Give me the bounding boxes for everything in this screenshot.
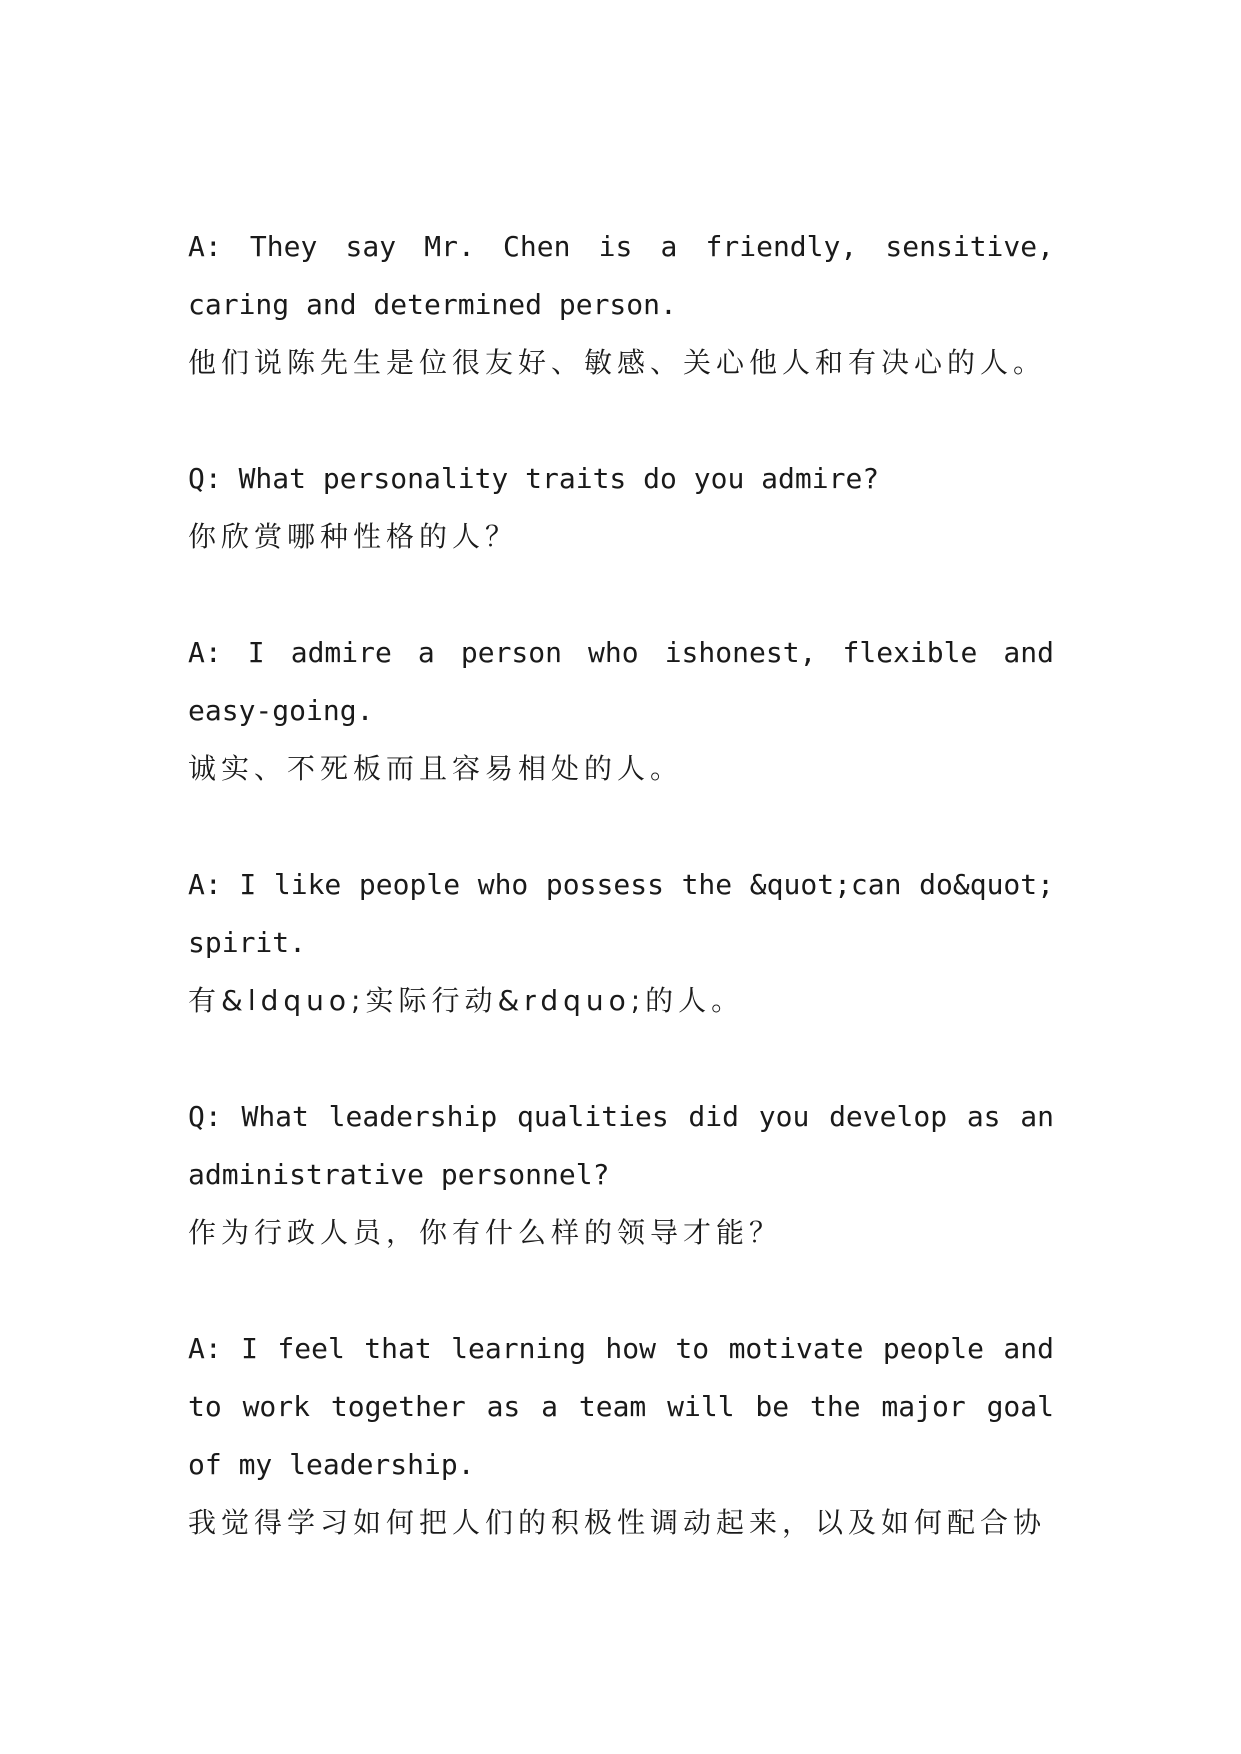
qa-block — [188, 856, 1054, 1030]
english-text: A: They say Mr. Chen is a friendly, sensitive, caring and determined person. — [188, 230, 1054, 321]
english-text: Q: What personality traits do you admire? — [188, 462, 880, 495]
qa-block — [188, 624, 1054, 798]
chinese-translation: 诚实、不死板而且容易相处的人。 — [188, 752, 684, 785]
qa-block — [188, 1320, 1054, 1552]
chinese-translation: 他们说陈先生是位很友好、敏感、关心他人和有决心的人。 — [188, 346, 1047, 379]
qa-block — [188, 218, 1054, 392]
chinese-translation: 有&ldquo;实际行动&rdquo;的人。 — [188, 984, 745, 1017]
chinese-translation: 我觉得学习如何把人们的积极性调动起来，以及如何配合协 — [188, 1506, 1047, 1539]
qa-block — [188, 1088, 1054, 1262]
chinese-translation: 作为行政人员，你有什么样的领导才能？ — [188, 1216, 783, 1249]
english-text: Q: What leadership qualities did you develop as an administrative personnel? — [188, 1100, 1054, 1191]
english-text: A: I admire a person who ishonest, flexible and easy-going. — [188, 636, 1054, 727]
chinese-translation: 你欣赏哪种性格的人？ — [188, 520, 519, 553]
english-text: A: I like people who possess the &quot;can do&quot; spirit. — [188, 868, 1054, 959]
english-text: A: I feel that learning how to motivate people and to work together as a team will be the major goal of my leadership. — [188, 1332, 1054, 1481]
qa-block — [188, 450, 1054, 566]
document-body — [188, 218, 1054, 1610]
